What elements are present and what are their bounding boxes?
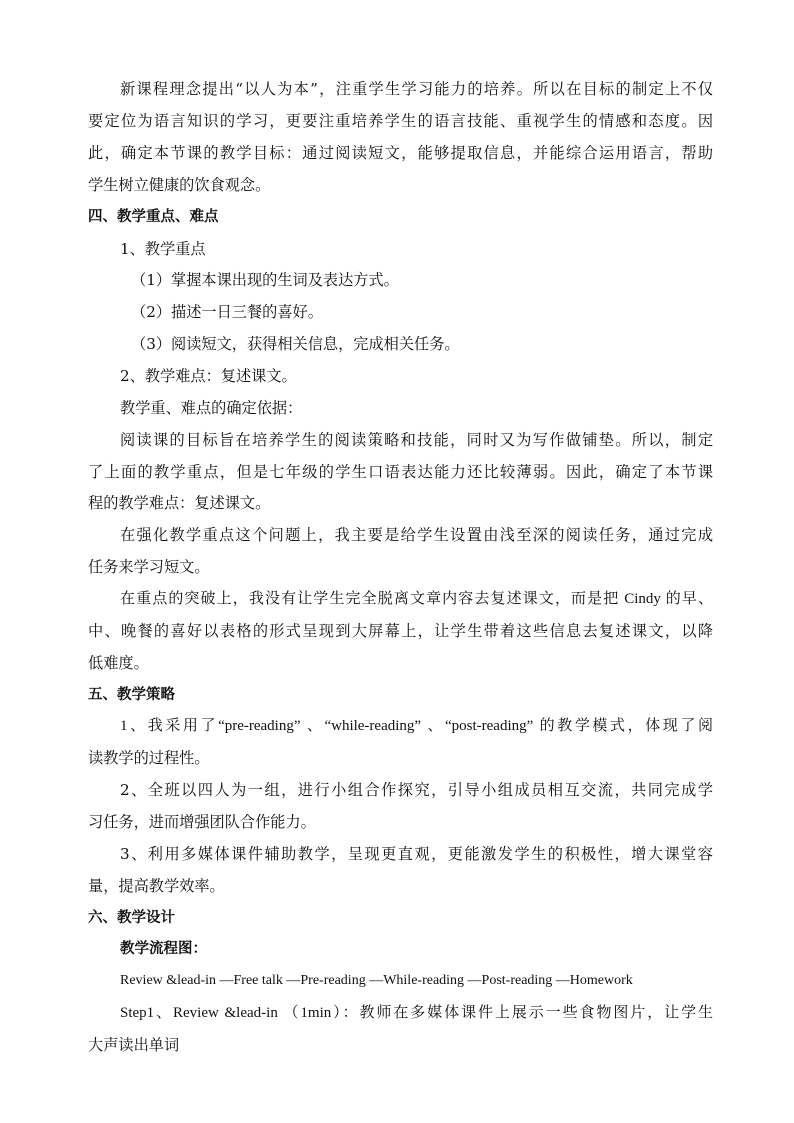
- paragraph-line: 在强化教学重点这个问题上，我主要是给学生设置由浅至深的阅读任务，通过完成: [120, 526, 713, 544]
- paragraph-line: 习任务，进而增强团队合作能力。: [88, 813, 316, 831]
- paragraph-line: 了上面的教学重点，但是七年级的学生口语表达能力还比较薄弱。因此，确定了本节课: [88, 463, 713, 481]
- list-item: （2）描述一日三餐的喜好。: [131, 303, 323, 321]
- subsection-label: 教学流程图：: [120, 941, 207, 957]
- flow-chart-line: Review &lead-in —Free talk —Pre-reading —While-reading —Post-reading —Homework: [120, 973, 633, 988]
- paragraph-line: 学生树立健康的饮食观念。: [88, 176, 271, 194]
- paragraph-line: 读教学的过程性。: [88, 749, 210, 767]
- paragraph-line: 低难度。: [88, 654, 149, 672]
- paragraph-line: 新课程理念提出“以人为本”，注重学生学习能力的培养。所以在目标的制定上不仅: [120, 80, 713, 98]
- subsection-label: 1、教学重点: [120, 240, 206, 258]
- paragraph-line: 2、全班以四人为一组，进行小组合作探究，引导小组成员相互交流，共同完成学: [120, 781, 713, 799]
- paragraph-line: 程的教学难点：复述课文。: [88, 494, 271, 512]
- paragraph-line: 中、晚餐的喜好以表格的形式呈现到大屏幕上，让学生带着这些信息去复述课文，以降: [88, 622, 713, 640]
- list-item: （1）掌握本课出现的生词及表达方式。: [131, 271, 399, 289]
- paragraph-line: 此，确定本节课的教学目标：通过阅读短文，能够提取信息，并能综合运用语言，帮助: [88, 144, 713, 162]
- subsection-label: 2、教学难点：复述课文。: [120, 367, 297, 385]
- list-item: （3）阅读短文，获得相关信息，完成相关任务。: [131, 335, 460, 353]
- paragraph-line: 在重点的突破上，我没有让学生完全脱离文章内容去复述课文，而是把 Cindy 的早、: [120, 591, 713, 607]
- paragraph-line: 1、我采用了“pre-reading” 、“while-reading” 、“post-reading” 的教学模式，体现了阅: [120, 718, 713, 734]
- section-heading: 四、教学重点、难点: [88, 209, 219, 225]
- section-heading: 六、教学设计: [88, 910, 175, 926]
- paragraph-line: 量，提高教学效率。: [88, 877, 225, 895]
- section-heading: 五、教学策略: [88, 687, 175, 703]
- paragraph-line: 教学重、难点的确定依据：: [120, 399, 303, 417]
- paragraph-line: 要定位为语言知识的学习，更要注重培养学生的语言技能、重视学生的情感和态度。因: [88, 112, 713, 130]
- paragraph-line: 任务来学习短文。: [88, 558, 210, 576]
- paragraph-line: Step1、Review &lead-in （1min）：教师在多媒体课件上展示一些食物图片，让学生: [120, 1005, 713, 1021]
- paragraph-line: 大声读出单词: [88, 1036, 180, 1054]
- paragraph-line: 阅读课的目标旨在培养学生的阅读策略和技能，同时又为写作做铺垫。所以，制定: [120, 431, 713, 449]
- paragraph-line: 3、利用多媒体课件辅助教学，呈现更直观，更能激发学生的积极性，增大课堂容: [120, 845, 713, 863]
